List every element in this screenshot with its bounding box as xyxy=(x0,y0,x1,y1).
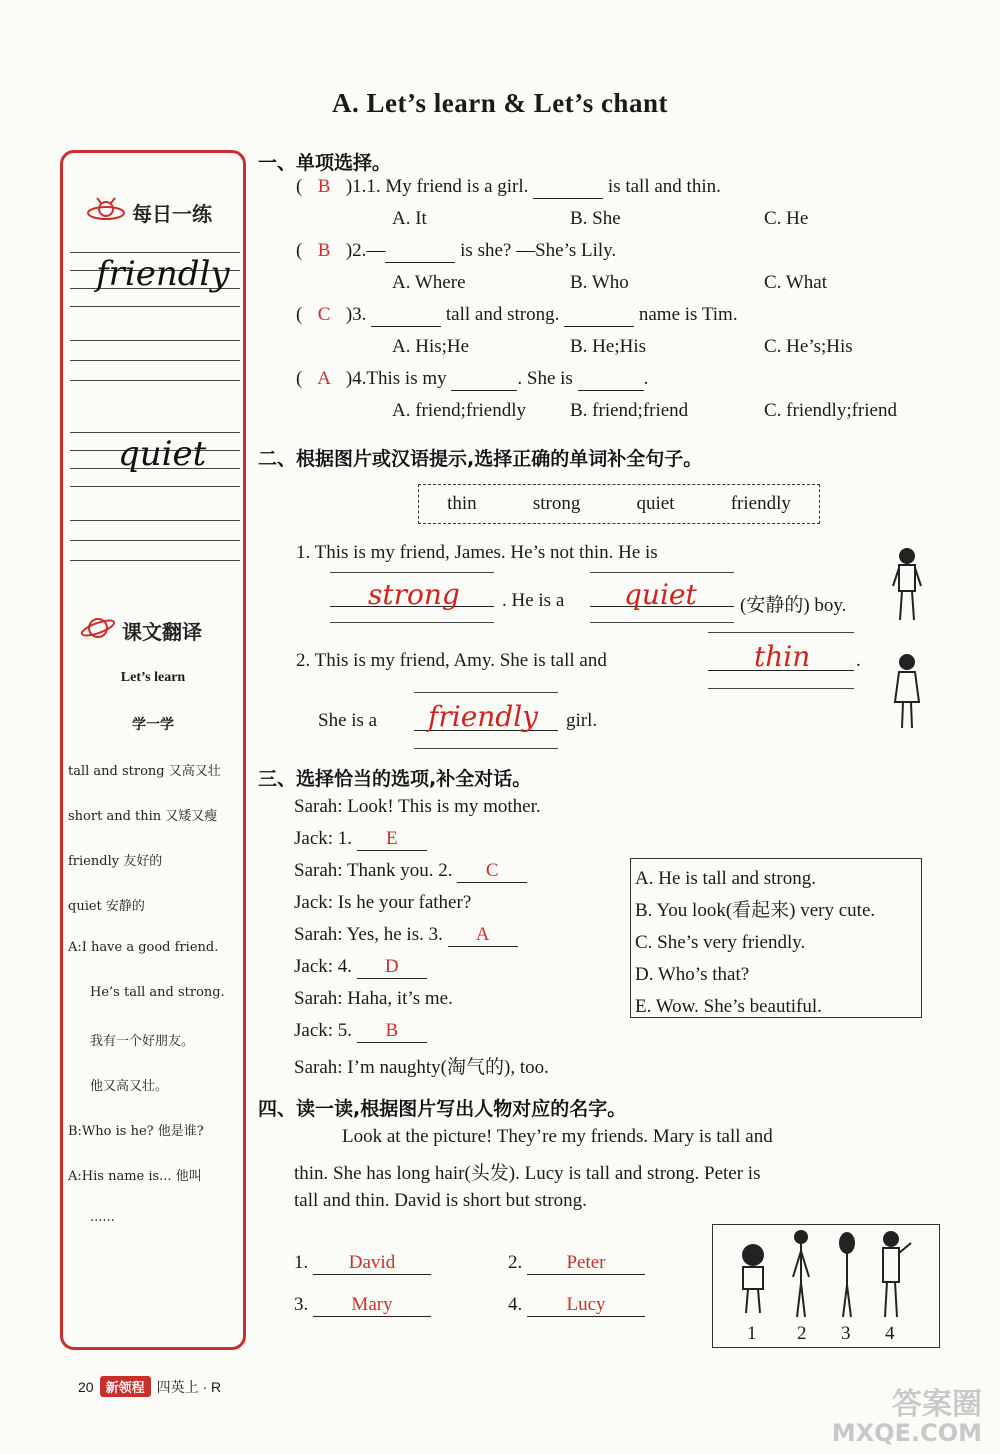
planet-icon xyxy=(80,614,116,647)
answer-name: Lucy xyxy=(527,1294,645,1317)
dialogue-line xyxy=(294,1020,427,1043)
translation-line: 他又高又壮。 xyxy=(90,1079,169,1094)
option-a: A. Where xyxy=(392,272,466,293)
name-answer xyxy=(294,1252,431,1275)
daily-practice-label: 每日一练 xyxy=(132,202,212,226)
s2-q1-answer-2: quiet xyxy=(624,578,697,611)
translation-line: 我有一个好朋友。 xyxy=(90,1034,195,1049)
dialogue-answer: A xyxy=(448,924,518,947)
period: . xyxy=(856,650,861,671)
watermark-line: MXQE.COM xyxy=(831,1418,982,1447)
s2-q2-answer-2: friendly xyxy=(428,700,539,733)
answer-num: 2. xyxy=(508,1252,523,1273)
dialogue-line xyxy=(294,828,427,851)
pic-number: 4 xyxy=(885,1323,895,1344)
word-bank-item: quiet xyxy=(636,493,675,514)
s1-answer-2: B xyxy=(317,240,331,261)
boy-figure-image xyxy=(890,546,924,630)
pic-number: 1 xyxy=(747,1323,757,1344)
translation-line: A:I have a good friend. xyxy=(68,940,219,955)
s1-answer-1: B xyxy=(317,176,331,197)
translation-line: A:His name is... 他叫 xyxy=(68,1169,202,1184)
translation-line: friendly 友好的 xyxy=(68,854,163,869)
dialogue-answer: C xyxy=(457,860,527,883)
passage-line: Look at the picture! They’re my friends. Mary is tall and xyxy=(342,1126,773,1147)
watermark-line: 答案圈 xyxy=(892,1387,982,1423)
q-text: . She is xyxy=(517,368,573,389)
copy-line xyxy=(70,252,240,253)
option-b: B. friend;friend xyxy=(570,400,689,421)
dialogue-options-box xyxy=(630,858,922,1018)
watermark xyxy=(832,1389,982,1446)
translation-line: B:Who is he? 他是谁? xyxy=(68,1124,204,1139)
s1-question-3: ( C )3. tall and strong. name is Tim. xyxy=(296,304,738,325)
lets-learn-label: Let’s learn xyxy=(120,670,186,685)
q-text: is she? —She’s Lily. xyxy=(460,240,617,261)
q-text: . xyxy=(643,368,649,389)
dialogue-text: Sarah: Thank you. 2. xyxy=(294,860,453,881)
s2-q1-blank-2 xyxy=(590,572,734,622)
answer-num: 4. xyxy=(508,1294,523,1315)
pic-number: 2 xyxy=(797,1323,807,1344)
dialogue-answer: E xyxy=(357,828,427,851)
dialogue-line: Sarah: Look! This is my mother. xyxy=(294,796,541,817)
option-a: A. friend;friendly xyxy=(392,400,527,421)
dialogue-line: Sarah: Haha, it’s me. xyxy=(294,988,453,1009)
q-text: 1. My friend is a girl. xyxy=(366,176,529,197)
s1-question-4: ( A )4.This is my . She is . xyxy=(296,368,649,389)
s2-q2-answer-1: thin xyxy=(754,640,811,673)
dialogue-option: D. Who’s that? xyxy=(635,964,750,985)
dialogue-option: A. He is tall and strong. xyxy=(635,868,817,889)
blank xyxy=(385,240,455,263)
translation-line: He’s tall and strong. xyxy=(90,985,225,1000)
page-number: 20 xyxy=(78,1378,94,1395)
option-c: C. What xyxy=(764,272,827,293)
practice-word-quiet: quiet xyxy=(118,434,207,474)
dialogue-answer: D xyxy=(357,956,427,979)
friends-picture xyxy=(712,1224,940,1348)
pic-number: 3 xyxy=(841,1323,851,1344)
q-num: )4. xyxy=(345,368,367,389)
ufo-icon xyxy=(86,196,126,229)
s2-q2-blank-1 xyxy=(708,632,854,688)
copy-line xyxy=(70,560,240,561)
dialogue-option: C. She’s very friendly. xyxy=(635,932,806,953)
passage-line: tall and thin. David is short but strong. xyxy=(294,1190,587,1211)
option-c: C. He’s;His xyxy=(764,336,853,357)
blank xyxy=(451,368,517,391)
q-text: This is my xyxy=(366,368,447,389)
word-bank-item: thin xyxy=(447,493,477,514)
copy-line xyxy=(70,360,240,361)
s2-q2-line2: She is a xyxy=(318,710,378,731)
section-1-heading: 一、单项选择。 xyxy=(258,152,392,174)
dialogue-answer: B xyxy=(357,1020,427,1043)
brand-logo: 新领程 xyxy=(100,1376,151,1397)
daily-practice-header xyxy=(86,196,212,229)
copy-line xyxy=(70,432,240,433)
dialogue-option: B. You look(看起来) very cute. xyxy=(635,900,876,921)
copy-line xyxy=(70,340,240,341)
copy-box-1 xyxy=(70,240,240,340)
option-c: C. friendly;friend xyxy=(764,400,897,421)
name-answer xyxy=(508,1294,645,1317)
section-2-heading: 二、根据图片或汉语提示,选择正确的单词补全句子。 xyxy=(258,448,703,470)
translation-line: tall and strong 又高又壮 xyxy=(68,764,221,779)
s2-q2-blank-2 xyxy=(414,692,558,748)
s2-q2-end: girl. xyxy=(566,710,598,731)
copy-line xyxy=(70,380,240,381)
s2-q1-blank-1 xyxy=(330,572,494,622)
dialogue-option: E. Wow. She’s beautiful. xyxy=(635,996,822,1017)
page-title: A. Let’s learn & Let’s chant xyxy=(332,88,668,118)
translation-line: quiet 安静的 xyxy=(68,899,145,914)
girl-figure-image xyxy=(890,652,924,736)
s1-answer-3: C xyxy=(317,304,331,325)
option-c: C. He xyxy=(764,208,809,229)
s2-q2-line1: 2. This is my friend, Amy. She is tall and xyxy=(296,650,607,671)
dialogue-line: Jack: Is he your father? xyxy=(294,892,472,913)
translation-line: ...... xyxy=(90,1210,115,1225)
copy-line xyxy=(70,520,240,521)
answer-name: Mary xyxy=(313,1294,431,1317)
copy-box-2 xyxy=(70,420,240,520)
blank xyxy=(564,304,634,327)
dialogue-text: Sarah: Yes, he is. 3. xyxy=(294,924,443,945)
name-answer xyxy=(508,1252,645,1275)
answer-name: David xyxy=(313,1252,431,1275)
answer-name: Peter xyxy=(527,1252,645,1275)
grade-label: 四英上 · R xyxy=(156,1378,222,1395)
dialogue-line xyxy=(294,956,427,979)
s2-q1-answer-1: strong xyxy=(368,578,460,611)
q-num: )2. xyxy=(345,240,367,261)
s1-answer-4: A xyxy=(317,368,331,389)
option-b: B. Who xyxy=(570,272,629,293)
copy-line xyxy=(70,306,240,307)
dialogue-line xyxy=(294,924,518,947)
answer-num: 1. xyxy=(294,1252,309,1273)
word-bank-item: friendly xyxy=(730,493,791,514)
q-text: — xyxy=(366,240,386,261)
s2-q1-line1: 1. This is my friend, James. He’s not thin. He is xyxy=(296,542,658,563)
q-text: tall and strong. xyxy=(445,304,560,325)
s2-q1-end: (安静的) boy. xyxy=(740,595,847,616)
option-b: B. She xyxy=(570,208,621,229)
q-text: name is Tim. xyxy=(638,304,738,325)
word-bank-item: strong xyxy=(532,493,581,514)
q-num: )3. xyxy=(345,304,367,325)
blank xyxy=(371,304,441,327)
copy-line xyxy=(70,486,240,487)
section-4-heading: 四、读一读,根据图片写出人物对应的名字。 xyxy=(258,1098,627,1120)
answer-num: 3. xyxy=(294,1294,309,1315)
s1-question-1: ( B )1.1. My friend is a girl. is tall and thin. xyxy=(296,176,721,197)
xue-label: 学一学 xyxy=(132,717,174,733)
passage-line: thin. She has long hair(头发). Lucy is tall and strong. Peter is xyxy=(294,1163,761,1184)
translation-header xyxy=(80,614,202,647)
translation-label: 课文翻译 xyxy=(122,620,202,644)
word-bank xyxy=(418,484,820,524)
page-footer xyxy=(78,1376,221,1397)
dialogue-line xyxy=(294,860,527,883)
blank xyxy=(578,368,644,391)
q-text: is tall and thin. xyxy=(607,176,721,197)
translation-line: short and thin 又矮又瘦 xyxy=(68,809,218,824)
q-num: )1. xyxy=(345,176,367,197)
option-a: A. His;He xyxy=(392,336,470,357)
section-3-heading: 三、选择恰当的选项,补全对话。 xyxy=(258,768,532,790)
blank xyxy=(533,176,603,199)
friends-illustration xyxy=(713,1225,939,1325)
copy-line xyxy=(70,540,240,541)
option-b: B. He;His xyxy=(570,336,646,357)
dialogue-text: Jack: 4. xyxy=(294,956,353,977)
dialogue-line: Sarah: I’m naughty(淘气的), too. xyxy=(294,1057,549,1078)
s2-q1-mid: . He is a xyxy=(502,590,565,611)
practice-word-friendly: friendly xyxy=(96,254,230,294)
s1-question-2: ( B )2.— is she? —She’s Lily. xyxy=(296,240,617,261)
name-answer xyxy=(294,1294,431,1317)
dialogue-text: Jack: 1. xyxy=(294,828,353,849)
option-a: A. It xyxy=(392,208,427,229)
dialogue-text: Jack: 5. xyxy=(294,1020,353,1041)
